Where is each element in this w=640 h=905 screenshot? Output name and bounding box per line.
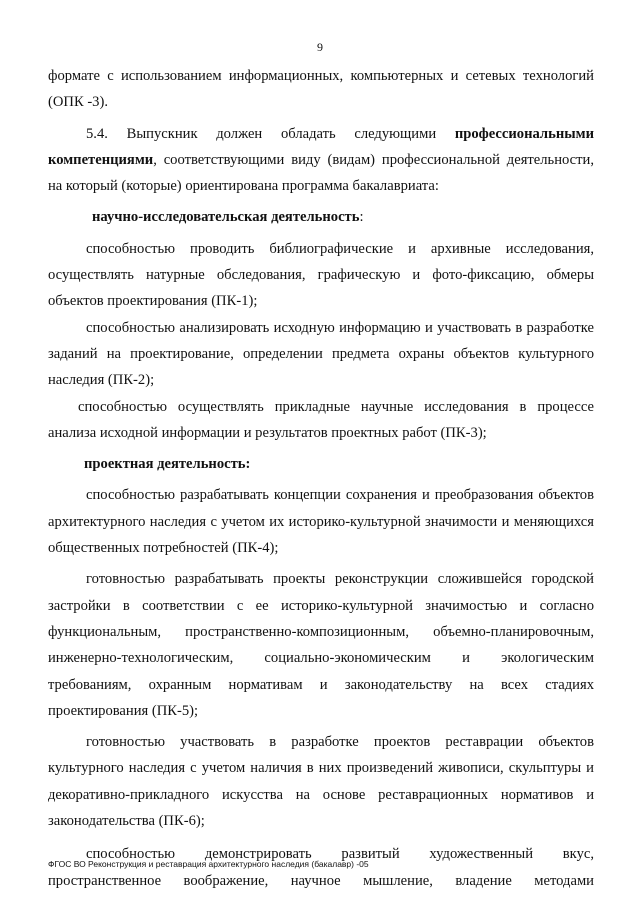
paragraph-5-4 <box>48 121 594 200</box>
professional-competencies-term: профессиональными компетенциями <box>48 125 594 168</box>
paragraph-intro-continuation: формате с использованием информационных, компьютерных и сетевых технологий (ОПК -3). <box>48 68 594 111</box>
project-activity-heading <box>84 451 594 477</box>
research-activity-heading <box>92 204 594 230</box>
competency-pk6: готовностью участвовать в разработке проектов реставрации объектов культурного наследия с учетом наличия в них произведений живописи, скульптуры и декоративно-прикладного искусства на основе реставрационных нормативов и законодательства (ПК-6); <box>48 734 594 830</box>
project-heading-colon: : <box>245 456 251 473</box>
paragraph-5-4-end: , соответствующими виду (видам) профессиональной деятельности, на который (которые) ориентирована программа бакалавриата: <box>48 151 594 195</box>
document-body <box>48 63 594 894</box>
competency-pk7-partial: способностью демонстрировать развитый художественный вкус, пространственное воображение, научное мышление, владение методами <box>48 846 594 889</box>
paragraph-5-4-start: 5.4. Выпускник должен обладать следующими <box>86 125 455 142</box>
project-heading-text: проектная деятельность <box>84 456 246 473</box>
competency-pk1: способностью проводить библиографические и архивные исследования, осуществлять натурные обследования, графическую и фото-фиксацию, обмеры объектов проектирования (ПК-1); <box>48 240 594 310</box>
competency-pk2: способностью анализировать исходную информацию и участвовать в разработке заданий на проектирование, определении предмета охраны объектов культурного наследия (ПК-2); <box>48 319 594 389</box>
competency-pk5: готовностью разрабатывать проекты реконструкции сложившейся городской застройки в соответствии с ее историко-культурной значимостью и согласно функциональным, пространственно-композиционным, объемно-планировочным, инженерно-технологическим, социально-экономическим и экологическим требованиям, охранным нормативам и законодательству на всех стадиях проектирования (ПК-5); <box>48 571 594 719</box>
competency-pk3: способностью осуществлять прикладные научные исследования в процессе анализа исходной информации и результатов проектных работ (ПК-3); <box>48 398 594 441</box>
research-heading-text: научно-исследовательская деятельность <box>92 209 360 226</box>
competency-pk4: способностью разрабатывать концепции сохранения и преобразования объектов архитектурного наследия с учетом их историко-культурной значимости и меняющихся общественных потребностей (ПК-4); <box>48 487 594 557</box>
document-footer: ФГОС ВО Реконструкция и реставрация архитектурного наследия (бакалавр) -05 <box>48 859 369 869</box>
research-heading-colon: : <box>359 209 364 226</box>
page-number: 9 <box>317 40 323 54</box>
